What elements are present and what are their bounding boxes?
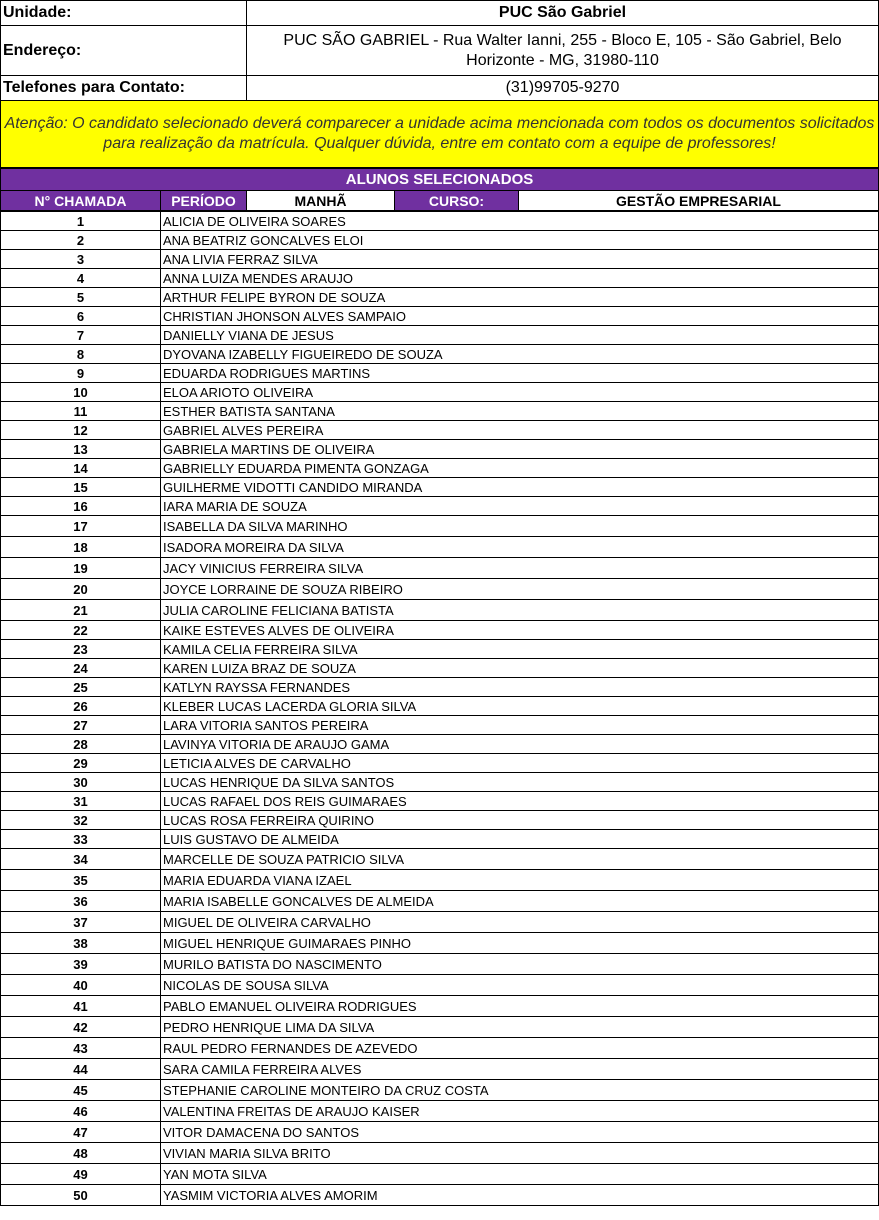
table-row: [1, 1017, 879, 1038]
call-number: 16: [1, 497, 161, 516]
student-name: GUILHERME VIDOTTI CANDIDO MIRANDA: [161, 478, 879, 497]
student-name: MARCELLE DE SOUZA PATRICIO SILVA: [161, 849, 879, 870]
student-name: YAN MOTA SILVA: [161, 1164, 879, 1185]
student-name: KATLYN RAYSSA FERNANDES: [161, 678, 879, 697]
student-name: YASMIM VICTORIA ALVES AMORIM: [161, 1185, 879, 1206]
student-name: MIGUEL DE OLIVEIRA CARVALHO: [161, 912, 879, 933]
student-name: MURILO BATISTA DO NASCIMENTO: [161, 954, 879, 975]
student-name: ANA LIVIA FERRAZ SILVA: [161, 250, 879, 269]
student-name: LARA VITORIA SANTOS PEREIRA: [161, 716, 879, 735]
table-row: [1, 1101, 879, 1122]
call-number: 42: [1, 1017, 161, 1038]
unit-value: PUC São Gabriel: [247, 1, 879, 26]
table-row: [1, 345, 879, 364]
student-name: VITOR DAMACENA DO SANTOS: [161, 1122, 879, 1143]
student-name: PEDRO HENRIQUE LIMA DA SILVA: [161, 1017, 879, 1038]
table-row: [1, 383, 879, 402]
students-table: [0, 211, 879, 1206]
table-row: [1, 754, 879, 773]
table-row: [1, 933, 879, 954]
students-table-body: [1, 212, 879, 1206]
call-number: 45: [1, 1080, 161, 1101]
call-number: 41: [1, 996, 161, 1017]
call-number: 30: [1, 773, 161, 792]
call-number: 24: [1, 659, 161, 678]
call-number: 35: [1, 870, 161, 891]
call-number: 19: [1, 558, 161, 579]
table-row: [1, 558, 879, 579]
table-row: [1, 870, 879, 891]
call-number: 31: [1, 792, 161, 811]
call-number: 40: [1, 975, 161, 996]
student-name: KAIKE ESTEVES ALVES DE OLIVEIRA: [161, 621, 879, 640]
table-row: [1, 231, 879, 250]
table-row: [1, 1122, 879, 1143]
table-row: [1, 1059, 879, 1080]
call-number: 49: [1, 1164, 161, 1185]
call-number: 20: [1, 579, 161, 600]
notice-text: Atenção: O candidato selecionado deverá comparecer a unidade acima mencionada com todos os documentos solicitados para realização da matrícula. Qualquer dúvida, entre em contato com a equipe de professores!: [1, 101, 879, 168]
student-name: VALENTINA FREITAS DE ARAUJO KAISER: [161, 1101, 879, 1122]
phone-row: [1, 76, 879, 101]
table-row: [1, 640, 879, 659]
student-name: GABRIEL ALVES PEREIRA: [161, 421, 879, 440]
call-number: 34: [1, 849, 161, 870]
table-row: [1, 697, 879, 716]
call-number: 37: [1, 912, 161, 933]
call-number: 9: [1, 364, 161, 383]
call-number: 23: [1, 640, 161, 659]
notice-row: [1, 101, 879, 168]
student-name: MARIA EDUARDA VIANA IZAEL: [161, 870, 879, 891]
call-number: 39: [1, 954, 161, 975]
course-label: CURSO:: [395, 191, 519, 211]
call-number: 8: [1, 345, 161, 364]
table-row: [1, 440, 879, 459]
table-row: [1, 516, 879, 537]
call-number: 11: [1, 402, 161, 421]
phone-value: (31)99705-9270: [247, 76, 879, 101]
course-value: GESTÃO EMPRESARIAL: [519, 191, 879, 211]
table-row: [1, 364, 879, 383]
student-name: CHRISTIAN JHONSON ALVES SAMPAIO: [161, 307, 879, 326]
call-number: 5: [1, 288, 161, 307]
table-row: [1, 459, 879, 478]
student-name: RAUL PEDRO FERNANDES DE AZEVEDO: [161, 1038, 879, 1059]
table-row: [1, 792, 879, 811]
table-row: [1, 811, 879, 830]
student-name: JOYCE LORRAINE DE SOUZA RIBEIRO: [161, 579, 879, 600]
call-number: 10: [1, 383, 161, 402]
student-name: STEPHANIE CAROLINE MONTEIRO DA CRUZ COSTA: [161, 1080, 879, 1101]
address-row: [1, 26, 879, 76]
table-row: [1, 269, 879, 288]
selected-title-row: [1, 169, 879, 191]
table-row: [1, 326, 879, 345]
call-number: 47: [1, 1122, 161, 1143]
student-name: LETICIA ALVES DE CARVALHO: [161, 754, 879, 773]
call-number: 17: [1, 516, 161, 537]
table-row: [1, 1038, 879, 1059]
table-row: [1, 1164, 879, 1185]
call-number: 26: [1, 697, 161, 716]
student-name: KAMILA CELIA FERREIRA SILVA: [161, 640, 879, 659]
table-row: [1, 996, 879, 1017]
student-name: DANIELLY VIANA DE JESUS: [161, 326, 879, 345]
call-number: 6: [1, 307, 161, 326]
student-name: ISABELLA DA SILVA MARINHO: [161, 516, 879, 537]
student-name: LUCAS HENRIQUE DA SILVA SANTOS: [161, 773, 879, 792]
period-value: MANHÃ: [247, 191, 395, 211]
address-label: Endereço:: [1, 26, 247, 76]
student-name: MIGUEL HENRIQUE GUIMARAES PINHO: [161, 933, 879, 954]
table-row: [1, 212, 879, 231]
table-row: [1, 678, 879, 697]
call-number: 15: [1, 478, 161, 497]
call-number: 28: [1, 735, 161, 754]
student-name: KLEBER LUCAS LACERDA GLORIA SILVA: [161, 697, 879, 716]
table-row: [1, 478, 879, 497]
table-row: [1, 600, 879, 621]
student-name: IARA MARIA DE SOUZA: [161, 497, 879, 516]
student-name: PABLO EMANUEL OLIVEIRA RODRIGUES: [161, 996, 879, 1017]
table-row: [1, 1080, 879, 1101]
table-row: [1, 830, 879, 849]
student-name: ELOA ARIOTO OLIVEIRA: [161, 383, 879, 402]
student-name: VIVIAN MARIA SILVA BRITO: [161, 1143, 879, 1164]
table-row: [1, 250, 879, 269]
student-name: GABRIELA MARTINS DE OLIVEIRA: [161, 440, 879, 459]
student-name: KAREN LUIZA BRAZ DE SOUZA: [161, 659, 879, 678]
student-name: MARIA ISABELLE GONCALVES DE ALMEIDA: [161, 891, 879, 912]
table-row: [1, 421, 879, 440]
call-number: 25: [1, 678, 161, 697]
table-row: [1, 912, 879, 933]
table-row: [1, 1143, 879, 1164]
call-number: 14: [1, 459, 161, 478]
table-row: [1, 954, 879, 975]
call-number: 4: [1, 269, 161, 288]
table-row: [1, 497, 879, 516]
phone-label: Telefones para Contato:: [1, 76, 247, 101]
call-number: 3: [1, 250, 161, 269]
call-number: 44: [1, 1059, 161, 1080]
column-header-row: [1, 191, 879, 211]
call-number: 38: [1, 933, 161, 954]
call-number: 7: [1, 326, 161, 345]
table-row: [1, 579, 879, 600]
student-name: LUIS GUSTAVO DE ALMEIDA: [161, 830, 879, 849]
student-name: DYOVANA IZABELLY FIGUEIREDO DE SOUZA: [161, 345, 879, 364]
call-number: 13: [1, 440, 161, 459]
student-name: JULIA CAROLINE FELICIANA BATISTA: [161, 600, 879, 621]
student-name: LAVINYA VITORIA DE ARAUJO GAMA: [161, 735, 879, 754]
call-number: 2: [1, 231, 161, 250]
period-label: PERÍODO: [161, 191, 247, 211]
call-number: 36: [1, 891, 161, 912]
table-row: [1, 716, 879, 735]
selected-header-table: [0, 168, 879, 211]
table-row: [1, 773, 879, 792]
call-number: 18: [1, 537, 161, 558]
student-name: EDUARDA RODRIGUES MARTINS: [161, 364, 879, 383]
student-name: ESTHER BATISTA SANTANA: [161, 402, 879, 421]
unit-label: Unidade:: [1, 1, 247, 26]
call-number-header: N° CHAMADA: [1, 191, 161, 211]
call-number: 32: [1, 811, 161, 830]
call-number: 50: [1, 1185, 161, 1206]
student-name: ARTHUR FELIPE BYRON DE SOUZA: [161, 288, 879, 307]
call-number: 29: [1, 754, 161, 773]
student-name: GABRIELLY EDUARDA PIMENTA GONZAGA: [161, 459, 879, 478]
table-row: [1, 975, 879, 996]
call-number: 43: [1, 1038, 161, 1059]
call-number: 33: [1, 830, 161, 849]
table-row: [1, 659, 879, 678]
call-number: 1: [1, 212, 161, 231]
call-number: 21: [1, 600, 161, 621]
table-row: [1, 402, 879, 421]
table-row: [1, 1185, 879, 1206]
student-name: NICOLAS DE SOUSA SILVA: [161, 975, 879, 996]
address-value: PUC SÃO GABRIEL - Rua Walter Ianni, 255 - Bloco E, 105 - São Gabriel, Belo Horizonte - MG, 31980-110: [247, 26, 879, 76]
table-row: [1, 288, 879, 307]
student-name: SARA CAMILA FERREIRA ALVES: [161, 1059, 879, 1080]
call-number: 22: [1, 621, 161, 640]
table-row: [1, 537, 879, 558]
call-number: 48: [1, 1143, 161, 1164]
student-name: ANA BEATRIZ GONCALVES ELOI: [161, 231, 879, 250]
call-number: 12: [1, 421, 161, 440]
table-row: [1, 735, 879, 754]
student-name: JACY VINICIUS FERREIRA SILVA: [161, 558, 879, 579]
unit-row: [1, 1, 879, 26]
selected-title: ALUNOS SELECIONADOS: [1, 169, 879, 191]
table-row: [1, 849, 879, 870]
table-row: [1, 891, 879, 912]
student-name: ANNA LUIZA MENDES ARAUJO: [161, 269, 879, 288]
table-row: [1, 621, 879, 640]
student-name: ALICIA DE OLIVEIRA SOARES: [161, 212, 879, 231]
info-table: [0, 0, 879, 168]
student-name: LUCAS ROSA FERREIRA QUIRINO: [161, 811, 879, 830]
table-row: [1, 307, 879, 326]
student-name: LUCAS RAFAEL DOS REIS GUIMARAES: [161, 792, 879, 811]
call-number: 46: [1, 1101, 161, 1122]
student-name: ISADORA MOREIRA DA SILVA: [161, 537, 879, 558]
call-number: 27: [1, 716, 161, 735]
